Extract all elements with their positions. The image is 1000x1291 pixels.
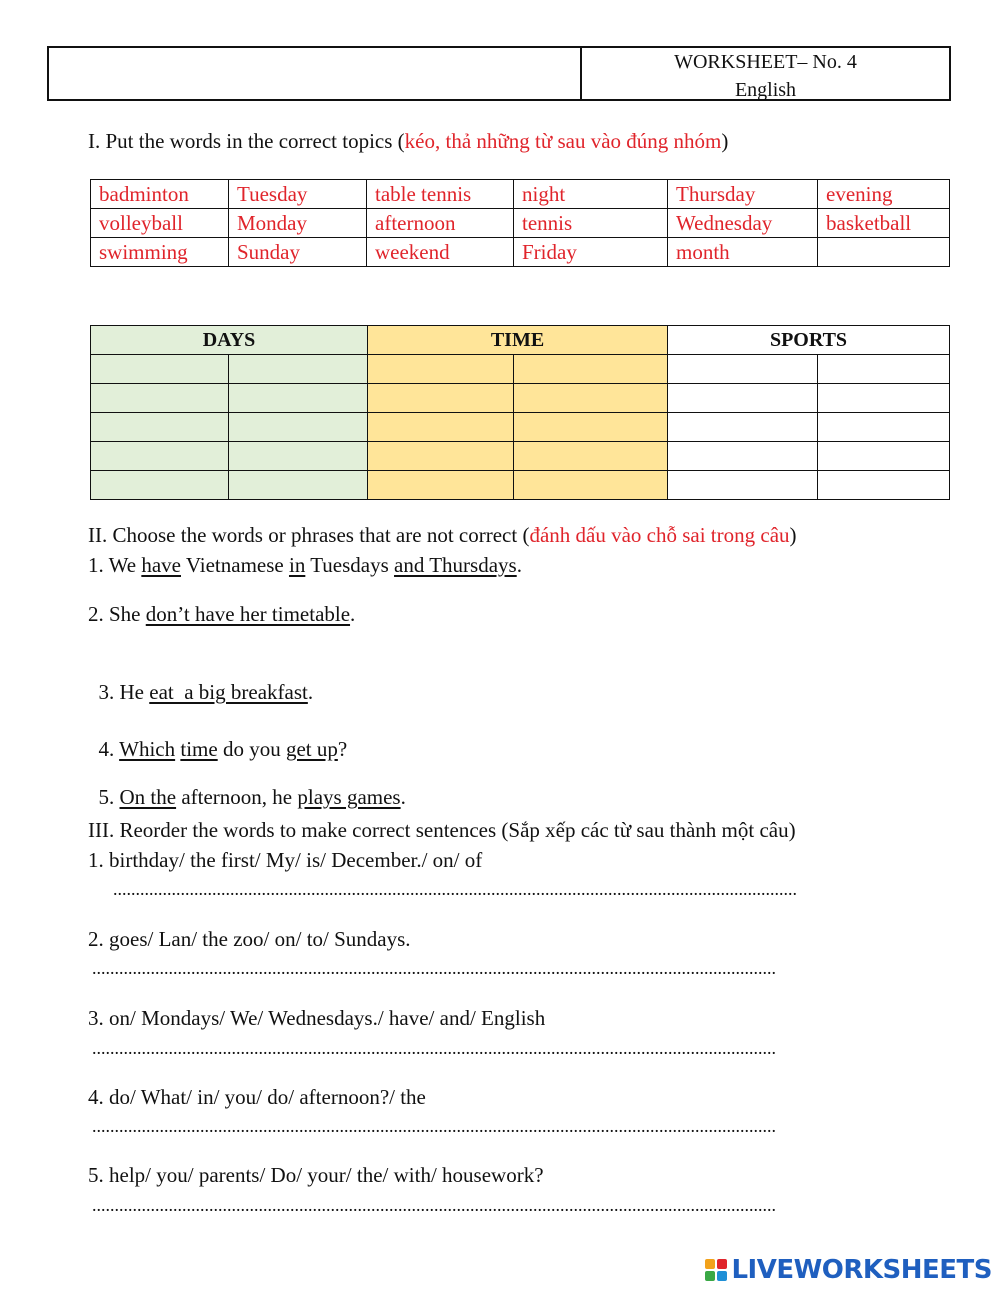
- word-item[interactable]: Monday: [229, 209, 367, 238]
- sports-drop-slot[interactable]: [668, 471, 818, 500]
- time-drop-slot[interactable]: [514, 384, 668, 413]
- sort-row: [91, 355, 950, 384]
- time-drop-slot[interactable]: [368, 355, 514, 384]
- worksheet-title: WORKSHEET– No. 4: [674, 51, 857, 73]
- days-drop-slot[interactable]: [229, 442, 368, 471]
- option-phrase[interactable]: and Thursdays: [394, 553, 517, 577]
- word-item[interactable]: evening: [818, 180, 950, 209]
- reorder-item-2: 2. goes/ Lan/ the zoo/ on/ to/ Sundays.: [88, 927, 411, 951]
- sort-row: [91, 442, 950, 471]
- word-bank-row: [91, 238, 950, 267]
- sports-drop-slot[interactable]: [818, 442, 950, 471]
- header-blank-cell: [49, 48, 582, 99]
- time-drop-slot[interactable]: [514, 355, 668, 384]
- header-info-cell: [582, 48, 949, 99]
- time-header: TIME: [368, 326, 668, 355]
- sports-drop-slot[interactable]: [668, 442, 818, 471]
- liveworksheets-logo: [705, 1255, 992, 1285]
- word-item[interactable]: weekend: [367, 238, 514, 267]
- reorder-item-4: 4. do/ What/ in/ you/ do/ afternoon?/ the: [88, 1085, 426, 1109]
- option-phrase[interactable]: get up: [285, 737, 338, 761]
- time-drop-slot[interactable]: [514, 471, 668, 500]
- reorder-item-3: 3. on/ Mondays/ We/ Wednesdays./ have/ and/ English: [88, 1006, 546, 1030]
- sports-drop-slot[interactable]: [668, 413, 818, 442]
- time-drop-slot[interactable]: [514, 442, 668, 471]
- reorder-item-1: 1. birthday/ the first/ My/ is/ December./ on/ of: [88, 848, 483, 872]
- days-drop-slot[interactable]: [91, 355, 229, 384]
- sports-drop-slot[interactable]: [818, 413, 950, 442]
- answer-line-5[interactable]: ........................................................................................................................................................: [92, 1195, 776, 1215]
- topic-sort-table: [90, 325, 950, 500]
- word-bank-row: [91, 180, 950, 209]
- answer-line-4[interactable]: ........................................................................................................................................................: [92, 1116, 776, 1136]
- word-item[interactable]: basketball: [818, 209, 950, 238]
- reorder-item-5: 5. help/ you/ parents/ Do/ your/ the/ with/ housework?: [88, 1163, 544, 1187]
- word-bank-table: [90, 179, 950, 267]
- days-drop-slot[interactable]: [229, 471, 368, 500]
- answer-line-2[interactable]: ........................................................................................................................................................: [92, 958, 776, 978]
- error-question-5: 5. On the afternoon, he plays games.: [98, 785, 406, 809]
- word-item[interactable]: volleyball: [91, 209, 229, 238]
- error-question-4: 4. Which time do you get up?: [98, 737, 348, 761]
- option-phrase[interactable]: time: [180, 737, 218, 761]
- error-question-3: 3. He eat a big breakfast.: [98, 680, 314, 704]
- days-drop-slot[interactable]: [229, 384, 368, 413]
- error-question-2: 2. She don’t have her timetable.: [88, 602, 356, 626]
- days-drop-slot[interactable]: [229, 413, 368, 442]
- days-header: DAYS: [91, 326, 368, 355]
- word-item[interactable]: swimming: [91, 238, 229, 267]
- time-drop-slot[interactable]: [514, 413, 668, 442]
- answer-line-1[interactable]: ........................................................................................................................................................: [113, 879, 797, 899]
- word-item[interactable]: Friday: [514, 238, 668, 267]
- option-phrase[interactable]: Which: [119, 737, 176, 761]
- section-3-title: III. Reorder the words to make correct sentences (Sắp xếp các từ sau thành một câu): [88, 818, 796, 842]
- word-item-empty: [818, 238, 950, 267]
- sort-row: [91, 384, 950, 413]
- sports-drop-slot[interactable]: [818, 471, 950, 500]
- time-drop-slot[interactable]: [368, 413, 514, 442]
- time-drop-slot[interactable]: [368, 442, 514, 471]
- word-bank-row: [91, 209, 950, 238]
- logo-blocks-icon: [705, 1259, 727, 1281]
- sports-drop-slot[interactable]: [818, 355, 950, 384]
- option-phrase[interactable]: On the: [119, 785, 177, 809]
- word-item[interactable]: Thursday: [668, 180, 818, 209]
- sports-drop-slot[interactable]: [818, 384, 950, 413]
- section-2-title: II. Choose the words or phrases that are not correct (đánh dấu vào chỗ sai trong câu): [88, 523, 797, 547]
- word-item[interactable]: month: [668, 238, 818, 267]
- option-phrase[interactable]: don’t have her timetable: [145, 602, 351, 626]
- days-drop-slot[interactable]: [91, 413, 229, 442]
- sports-header: SPORTS: [668, 326, 950, 355]
- word-item[interactable]: night: [514, 180, 668, 209]
- option-phrase[interactable]: eat a big breakfast: [149, 680, 308, 704]
- sports-drop-slot[interactable]: [668, 355, 818, 384]
- word-item[interactable]: afternoon: [367, 209, 514, 238]
- sports-drop-slot[interactable]: [668, 384, 818, 413]
- days-drop-slot[interactable]: [229, 355, 368, 384]
- days-drop-slot[interactable]: [91, 442, 229, 471]
- word-item[interactable]: badminton: [91, 180, 229, 209]
- days-drop-slot[interactable]: [91, 384, 229, 413]
- error-question-1: 1. We have Vietnamese in Tuesdays and Thursdays.: [88, 553, 522, 577]
- word-item[interactable]: table tennis: [367, 180, 514, 209]
- days-drop-slot[interactable]: [91, 471, 229, 500]
- sort-row: [91, 413, 950, 442]
- word-item[interactable]: tennis: [514, 209, 668, 238]
- worksheet-header: [47, 46, 951, 101]
- word-item[interactable]: Wednesday: [668, 209, 818, 238]
- option-phrase[interactable]: in: [288, 553, 306, 577]
- time-drop-slot[interactable]: [368, 384, 514, 413]
- time-drop-slot[interactable]: [368, 471, 514, 500]
- worksheet-subject: English: [734, 79, 797, 101]
- answer-line-3[interactable]: ........................................................................................................................................................: [92, 1038, 776, 1058]
- sort-row: [91, 471, 950, 500]
- option-phrase[interactable]: have: [141, 553, 181, 577]
- word-item[interactable]: Sunday: [229, 238, 367, 267]
- section-1-title: I. Put the words in the correct topics (kéo, thả những từ sau vào đúng nhóm): [88, 129, 729, 153]
- word-item[interactable]: Tuesday: [229, 180, 367, 209]
- logo-brand-text: LIVEWORKSHEETS: [731, 1255, 992, 1285]
- option-phrase[interactable]: plays games: [297, 785, 401, 809]
